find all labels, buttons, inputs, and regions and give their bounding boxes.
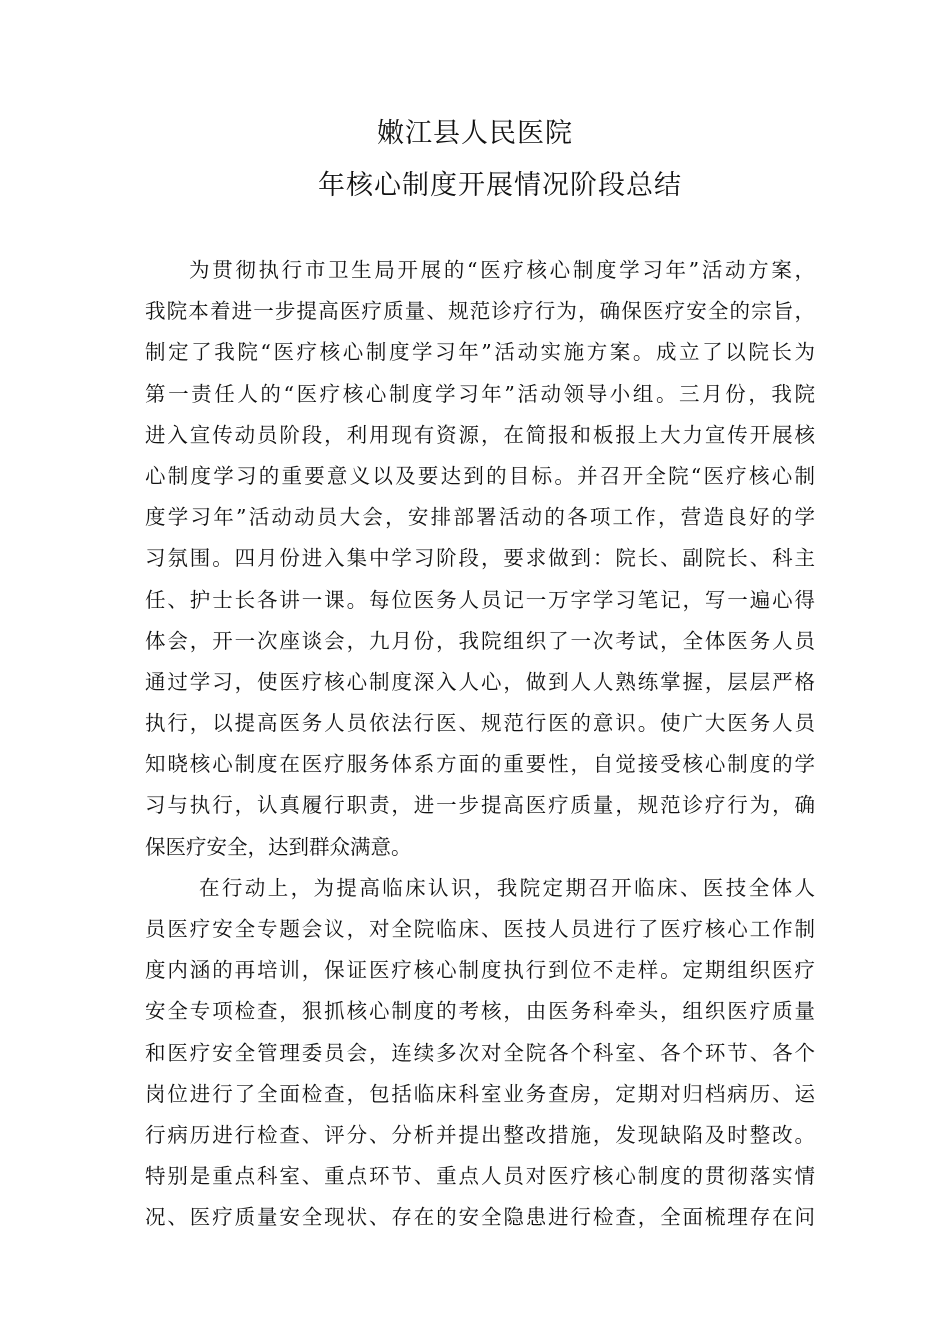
paragraph-line: 和医疗安全管理委员会，连续多次对全院各个科室、各个环节、各个 xyxy=(145,1040,815,1065)
paragraph-line: 为贯彻执行市卫生局开展的“医疗核心制度学习年”活动方案， xyxy=(189,258,815,282)
paragraph-line: 第一责任人的“医疗核心制度学习年”活动领导小组。三月份，我院 xyxy=(145,381,815,406)
paragraph-line: 执行，以提高医务人员依法行医、规范行医的意识。使广大医务人员 xyxy=(145,711,815,736)
paragraph-line: 习氛围。四月份进入集中学习阶段，要求做到：院长、副院长、科主 xyxy=(145,546,815,571)
paragraph-line: 我院本着进一步提高医疗质量、规范诊疗行为，确保医疗安全的宗旨， xyxy=(145,299,815,324)
paragraph-line: 在行动上，为提高临床认识，我院定期召开临床、医技全体人 xyxy=(199,875,815,900)
paragraph-line: 安全专项检查，狠抓核心制度的考核，由医务科牵头，组织医疗质量 xyxy=(145,999,815,1024)
paragraph-line: 度内涵的再培训，保证医疗核心制度执行到位不走样。定期组织医疗 xyxy=(145,958,815,983)
paragraph-line: 保医疗安全，达到群众满意。 xyxy=(145,834,412,859)
paragraph-line: 度学习年”活动动员大会，安排部署活动的各项工作，营造良好的学 xyxy=(145,505,815,530)
paragraph-line: 进入宣传动员阶段，利用现有资源，在简报和板报上大力宣传开展核 xyxy=(145,422,815,447)
paragraph-line: 通过学习，使医疗核心制度深入人心，做到人人熟练掌握，层层严格 xyxy=(145,669,815,694)
paragraph-line: 任、护士长各讲一课。每位医务人员记一万字学习笔记，写一遍心得 xyxy=(145,587,815,612)
paragraph-line: 知晓核心制度在医疗服务体系方面的重要性，自觉接受核心制度的学 xyxy=(145,752,815,777)
paragraph-line: 员医疗安全专题会议，对全院临床、医技人员进行了医疗核心工作制 xyxy=(145,917,815,941)
paragraph-line: 况、医疗质量安全现状、存在的安全隐患进行检查，全面梳理存在问 xyxy=(145,1205,815,1230)
paragraph-line: 特别是重点科室、重点环节、重点人员对医疗核心制度的贯彻落实情 xyxy=(145,1164,815,1189)
document-title: 嫩江县人民医院 xyxy=(377,118,573,149)
paragraph-line: 体会，开一次座谈会，九月份，我院组织了一次考试，全体医务人员 xyxy=(145,628,815,653)
document-subtitle: 年核心制度开展情况阶段总结 xyxy=(318,170,682,201)
paragraph-line: 行病历进行检查、评分、分析并提出整改措施，发现缺陷及时整改。 xyxy=(145,1122,815,1147)
body-text xyxy=(145,250,815,1239)
paragraph-line: 岗位进行了全面检查，包括临床科室业务查房，定期对归档病历、运 xyxy=(145,1081,815,1106)
paragraph-2 xyxy=(145,868,815,1239)
paragraph-line: 习与执行，认真履行职责，进一步提高医疗质量，规范诊疗行为，确 xyxy=(145,793,815,818)
paragraph-line: 心制度学习的重要意义以及要达到的目标。并召开全院“医疗核心制 xyxy=(145,463,815,488)
paragraph-line: 制定了我院“医疗核心制度学习年”活动实施方案。成立了以院长为 xyxy=(145,340,815,365)
paragraph-1 xyxy=(145,250,815,868)
title-block xyxy=(0,108,950,212)
